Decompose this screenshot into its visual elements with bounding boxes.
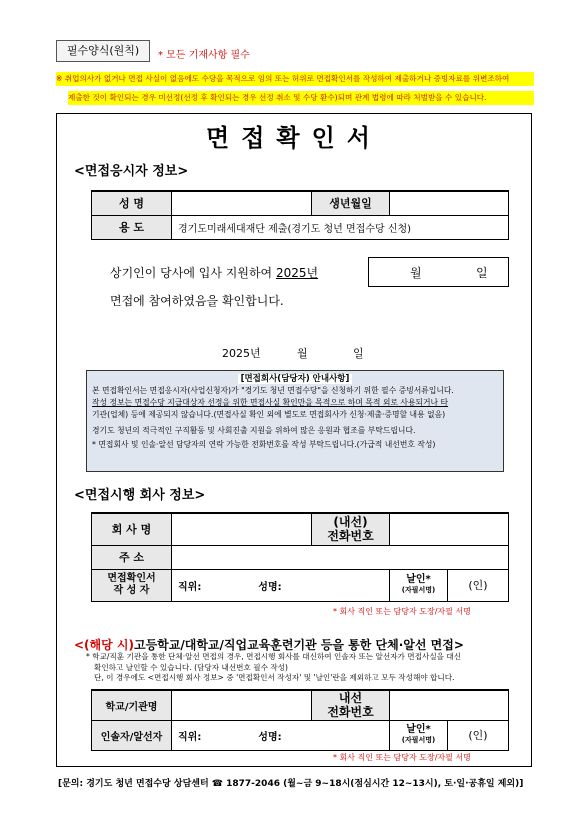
notice-line-4: 경기도 청년의 적극적인 구직활동 및 사회진출 지원을 위하여 많은 응원과 협조를 부탁드립니다.: [92, 426, 416, 435]
group-seal-note: * 회사 직인 또는 담당자 도장/자필 서명: [333, 753, 471, 762]
company-name-field[interactable]: [172, 513, 312, 545]
applicant-table: [91, 190, 509, 240]
purpose-label: 용 도: [92, 215, 172, 239]
document-title: 면접확인서: [206, 124, 382, 152]
leader-position-label: 직위:: [178, 731, 202, 743]
birth-label: 생년월일: [312, 191, 390, 215]
confirmation-line-1: [110, 264, 318, 281]
school-field[interactable]: [172, 690, 312, 720]
name-label: 성 명: [92, 191, 172, 215]
company-notice-box: [86, 370, 504, 472]
company-table: [91, 512, 509, 602]
name-field[interactable]: [172, 191, 312, 215]
warning-line-2: 제출한 것이 확인되는 경우 미선정(선정 후 확인되는 경우 선정 취소 및 수당 환수)되며 관계 법령에 따라 처벌받을 수 있습니다.: [68, 91, 534, 105]
notice-line-5: * 면접회사 및 인솔·알선 담당자의 연락 가능한 전화번호를 작성 부탁드립니다.(가급적 내선번호 작성): [92, 440, 436, 449]
company-seal-field[interactable]: (인): [448, 569, 509, 601]
address-field[interactable]: [172, 545, 509, 569]
group-phone-label: 내선 전화번호: [312, 690, 390, 720]
sign-year: 2025년: [222, 347, 261, 360]
purpose-value: 경기도미래세대재단 제출(경기도 청년 면접수당 신청): [172, 215, 509, 239]
notice-line-3: 기관(업체) 등에 제공되지 않습니다.(면접사실 확인 외에 별도로 면접회사가 신청·제출·증명할 내용 없음): [92, 410, 446, 419]
company-phone-field[interactable]: [390, 513, 509, 545]
notice-title: [면접회사(담당자) 안내사항]: [92, 373, 498, 385]
company-seal-note: * 회사 직인 또는 담당자 도장/자필 서명: [333, 607, 471, 616]
sign-day: 일: [353, 347, 364, 360]
confirmation-line-2: 면접에 참여하였음을 확인합니다.: [110, 294, 284, 308]
company-section-title: <면접시행 회사 정보>: [74, 488, 206, 503]
warning-line-1: ※ 취업의사가 없거나 면접 사실이 없음에도 수당을 목적으로 임의 또는 허위로 면접확인서를 작성하여 제출하거나 증빙자료를 위변조하여: [56, 72, 534, 86]
group-table: [91, 689, 509, 751]
confirmation-prefix: 상기인이 당사에 입사 지원하여: [110, 266, 276, 280]
group-seal-field[interactable]: (인): [448, 720, 509, 750]
form-type-tag: 필수양식(원칙): [56, 40, 150, 62]
interview-day-label: 일: [476, 266, 488, 280]
birth-field[interactable]: [390, 191, 509, 215]
writer-position-label: 직위:: [178, 581, 202, 593]
writer-name-label: 성명:: [258, 581, 282, 593]
writer-field[interactable]: [172, 569, 390, 601]
leader-label: 인솔자/알선자: [92, 720, 172, 750]
group-section-title: <(해당 시)고등학교/대학교/직업교육훈련기관 등을 통한 단체·알선 면접>: [74, 638, 464, 652]
leader-field[interactable]: [172, 720, 390, 750]
required-fields-note: * 모든 기재사항 필수: [158, 50, 250, 61]
confirmation-year: 2025년: [275, 266, 319, 280]
writer-label: 면접확인서 작 성 자: [92, 569, 172, 601]
group-seal-label: 날인* (자필서명): [390, 720, 448, 750]
group-phone-field[interactable]: [390, 690, 509, 720]
applicant-section-title: <면접응시자 정보>: [74, 164, 189, 179]
contact-footer: [문의: 경기도 청년 면접수당 상담센터 ☎ 1877-2046 (월~금 9~18시(점심시간 12~13시), 토·일·공휴일 제외)]: [58, 779, 524, 789]
group-section-notes: * 학교/직훈 기관을 통한 단체·알선 면접의 경우, 면접시행 회사를 대신하여 인솔자 또는 알선자가 면접사실을 대신 확인하고 날인할 수 있습니다. (담당자 내선번호 필수 작성) 단, 이 경우에도 <면접시행 회사 정보> 중 '면접확인서 작성자' 및 '날인'란을 제외하고 모두 작성해야 합니다.: [86, 652, 462, 682]
notice-line-2: 작성 정보는 면접수당 지급대상자 선정을 위한 면접사실 확인만을 목적으로 하며 목적 외로 사용되거나 타: [92, 398, 449, 407]
school-label: 학교/기관명: [92, 690, 172, 720]
company-seal-label: 날인* (자필서명): [390, 569, 448, 601]
company-name-label: 회 사 명: [92, 513, 172, 545]
interview-month-label: 월: [410, 266, 422, 280]
sign-month: 월: [297, 347, 308, 360]
company-phone-label: (내선) 전화번호: [312, 513, 390, 545]
leader-name-label: 성명:: [258, 731, 282, 743]
notice-line-1: 본 면접확인서는 면접응시자(사업신청자)가 "경기도 청년 면접수당"을 신청하기 위한 필수 증빙서류입니다.: [92, 386, 454, 395]
address-label: 주 소: [92, 545, 172, 569]
